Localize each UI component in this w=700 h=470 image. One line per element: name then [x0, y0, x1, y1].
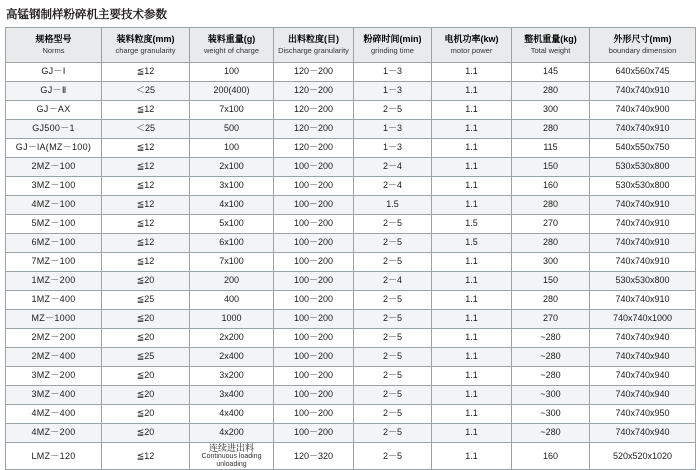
cell-value: 4x400 [190, 405, 274, 424]
column-header-norms: 规格型号 Norms [6, 28, 102, 63]
cell-model: 3MZ－100 [6, 177, 102, 196]
column-header-total-weight: 整机重量(kg) Total weight [512, 28, 590, 63]
cell-value: 1.1 [432, 82, 512, 101]
cell-value: 1000 [190, 310, 274, 329]
cell-value: 1.1 [432, 329, 512, 348]
column-header-boundary-dimension: 外形尺寸(mm) boundary dimension [590, 28, 696, 63]
table-row [6, 386, 696, 405]
cell-value: ≦20 [102, 272, 190, 291]
cell-value: 1.1 [432, 253, 512, 272]
cell-value: 520x520x1020 [590, 443, 696, 470]
table-row [6, 348, 696, 367]
cell-model: 1MZ－400 [6, 291, 102, 310]
cell-value: 300 [512, 101, 590, 120]
cell-model: 2MZ－200 [6, 329, 102, 348]
cell-value: 1－3 [354, 139, 432, 158]
cell-value: 280 [512, 120, 590, 139]
cell-value: 2－5 [354, 234, 432, 253]
cell-value: 1.1 [432, 63, 512, 82]
cell-model: 1MZ－200 [6, 272, 102, 291]
cell-value: 740x740x940 [590, 386, 696, 405]
table-row [6, 82, 696, 101]
cell-value: 740x740x910 [590, 234, 696, 253]
cell-value: ≦12 [102, 443, 190, 470]
cell-value: 1.5 [354, 196, 432, 215]
cell-model: 4MZ－100 [6, 196, 102, 215]
cell-value: 1－3 [354, 82, 432, 101]
cell-value: 1.1 [432, 272, 512, 291]
cell-model: GJ－Ⅰ [6, 63, 102, 82]
cell-value: 145 [512, 63, 590, 82]
cell-value: ≦20 [102, 386, 190, 405]
cell-value: 2－5 [354, 329, 432, 348]
cell-value: 100－200 [274, 348, 354, 367]
cell-value: 1－3 [354, 63, 432, 82]
cell-model: 3MZ－200 [6, 367, 102, 386]
cell-value: 4x100 [190, 196, 274, 215]
table-row [6, 367, 696, 386]
cell-value: 1.1 [432, 120, 512, 139]
cell-value: ≦20 [102, 405, 190, 424]
cell-value: 1.1 [432, 291, 512, 310]
cell-value: 100－200 [274, 272, 354, 291]
column-header-charge-granularity: 装料粒度(mm) charge granularity [102, 28, 190, 63]
cell-value: 280 [512, 291, 590, 310]
cell-value: 2－4 [354, 158, 432, 177]
table-row [6, 177, 696, 196]
cell-value: 270 [512, 310, 590, 329]
table-row [6, 101, 696, 120]
cell-value: 160 [512, 177, 590, 196]
cell-value: ~280 [512, 348, 590, 367]
cell-model: 7MZ－100 [6, 253, 102, 272]
cell-value: 1.1 [432, 101, 512, 120]
cell-value: 2－5 [354, 310, 432, 329]
cell-value: 200 [190, 272, 274, 291]
cell-value: 300 [512, 253, 590, 272]
cell-value: 2－5 [354, 291, 432, 310]
cell-value: 740x740x940 [590, 424, 696, 443]
cell-value: ~300 [512, 386, 590, 405]
cell-value: ≦20 [102, 367, 190, 386]
cell-value: 4x200 [190, 424, 274, 443]
page-title: 高锰钢制样粉碎机主要技术参数 [6, 9, 167, 21]
cell-value: 200(400) [190, 82, 274, 101]
cell-value: 7x100 [190, 101, 274, 120]
cell-value: 1－3 [354, 120, 432, 139]
cell-value: 530x530x800 [590, 272, 696, 291]
cell-value: 3x400 [190, 386, 274, 405]
cell-value: 100－200 [274, 367, 354, 386]
table-row [6, 139, 696, 158]
table-row [6, 329, 696, 348]
cell-value: 150 [512, 272, 590, 291]
cell-value: ≦20 [102, 329, 190, 348]
column-header-grinding-time: 粉碎时间(min) grinding time [354, 28, 432, 63]
cell-value: 2x100 [190, 158, 274, 177]
cell-value: 120－200 [274, 82, 354, 101]
cell-value: 740x740x910 [590, 82, 696, 101]
specifications-table [5, 27, 696, 470]
cell-value: 100－200 [274, 253, 354, 272]
cell-weight-line-2: Continuous loading [201, 453, 262, 461]
cell-value: ~280 [512, 424, 590, 443]
cell-weight-line-3: unloading [216, 461, 247, 469]
cell-value: 2－5 [354, 348, 432, 367]
cell-value: 280 [512, 234, 590, 253]
cell-value: 2－4 [354, 272, 432, 291]
cell-value: 120－200 [274, 101, 354, 120]
table-row [6, 63, 696, 82]
cell-value: 1.1 [432, 424, 512, 443]
cell-weight-line-1: 连续进出料 [208, 443, 254, 453]
cell-value: 2－5 [354, 253, 432, 272]
cell-value: 1.1 [432, 158, 512, 177]
cell-model: GJ500－1 [6, 120, 102, 139]
cell-value: ≦12 [102, 139, 190, 158]
cell-value: ~300 [512, 405, 590, 424]
cell-value: 5x100 [190, 215, 274, 234]
cell-value: 740x740x910 [590, 196, 696, 215]
cell-value: ≦12 [102, 158, 190, 177]
cell-model: GJ－AX [6, 101, 102, 120]
cell-value: 100－200 [274, 386, 354, 405]
cell-value: 1.1 [432, 139, 512, 158]
cell-value: ≦12 [102, 177, 190, 196]
cell-value: 3x200 [190, 367, 274, 386]
table-row [6, 291, 696, 310]
column-header-discharge-granularity: 出料粒度(目) Discharge granularity [274, 28, 354, 63]
cell-value: 150 [512, 158, 590, 177]
cell-value: 540x550x750 [590, 139, 696, 158]
cell-model: 2MZ－100 [6, 158, 102, 177]
table-row-continuous [6, 443, 696, 470]
cell-value: 2－5 [354, 443, 432, 470]
cell-value: ≦12 [102, 253, 190, 272]
cell-model: 3MZ－400 [6, 386, 102, 405]
cell-value: 100－200 [274, 215, 354, 234]
cell-value: 100－200 [274, 234, 354, 253]
cell-value: 280 [512, 82, 590, 101]
cell-value: 100－200 [274, 196, 354, 215]
cell-value: 1.5 [432, 234, 512, 253]
cell-value: ~280 [512, 367, 590, 386]
cell-value: ≦12 [102, 234, 190, 253]
cell-value: 2－5 [354, 367, 432, 386]
cell-value: ≦25 [102, 348, 190, 367]
cell-value: 2x400 [190, 348, 274, 367]
cell-value: 640x560x745 [590, 63, 696, 82]
cell-value: 115 [512, 139, 590, 158]
cell-value: 500 [190, 120, 274, 139]
cell-value: 2－5 [354, 424, 432, 443]
cell-value: 2x200 [190, 329, 274, 348]
cell-value: ≦12 [102, 101, 190, 120]
cell-value: ＜25 [102, 82, 190, 101]
cell-value: 120－320 [274, 443, 354, 470]
cell-value: 100－200 [274, 310, 354, 329]
cell-value: 1.1 [432, 310, 512, 329]
cell-value: 2－4 [354, 177, 432, 196]
cell-value: 100－200 [274, 158, 354, 177]
cell-model: LMZ－120 [6, 443, 102, 470]
cell-value: 740x740x910 [590, 291, 696, 310]
table-row [6, 405, 696, 424]
cell-value: 100－200 [274, 405, 354, 424]
table-row [6, 253, 696, 272]
cell-value: 1.1 [432, 348, 512, 367]
cell-model: MZ－1000 [6, 310, 102, 329]
cell-model: 2MZ－400 [6, 348, 102, 367]
cell-model: 4MZ－400 [6, 405, 102, 424]
cell-value: ＜25 [102, 120, 190, 139]
cell-value: 100－200 [274, 424, 354, 443]
cell-value: 2－5 [354, 101, 432, 120]
cell-value: 7x100 [190, 253, 274, 272]
cell-value: ≦12 [102, 196, 190, 215]
cell-model: GJ－Ⅱ [6, 82, 102, 101]
cell-value: 120－200 [274, 139, 354, 158]
cell-value: 100－200 [274, 329, 354, 348]
cell-value: 280 [512, 196, 590, 215]
cell-value: ≦12 [102, 63, 190, 82]
cell-value: 530x530x800 [590, 158, 696, 177]
cell-value: 2－5 [354, 405, 432, 424]
cell-value: 120－200 [274, 63, 354, 82]
table-row [6, 234, 696, 253]
cell-value: ≦25 [102, 291, 190, 310]
cell-model: 4MZ－200 [6, 424, 102, 443]
cell-model: 5MZ－100 [6, 215, 102, 234]
table-body [6, 63, 696, 470]
table-row [6, 215, 696, 234]
table-header-row [6, 28, 696, 63]
cell-value: 740x740x1000 [590, 310, 696, 329]
cell-value: 160 [512, 443, 590, 470]
cell-value: 1.1 [432, 367, 512, 386]
cell-weight-continuous [190, 443, 274, 470]
table-row [6, 272, 696, 291]
cell-value: 1.1 [432, 405, 512, 424]
cell-value: 120－200 [274, 120, 354, 139]
cell-value: 100 [190, 139, 274, 158]
cell-value: 100－200 [274, 177, 354, 196]
cell-value: 740x740x910 [590, 120, 696, 139]
cell-value: ≦20 [102, 424, 190, 443]
cell-value: 1.1 [432, 386, 512, 405]
cell-value: 400 [190, 291, 274, 310]
cell-value: 740x740x910 [590, 215, 696, 234]
table-row [6, 196, 696, 215]
cell-value: 740x740x950 [590, 405, 696, 424]
cell-value: 530x530x800 [590, 177, 696, 196]
cell-value: ≦20 [102, 310, 190, 329]
cell-value: 3x100 [190, 177, 274, 196]
cell-value: 100－200 [274, 291, 354, 310]
cell-value: 1.1 [432, 177, 512, 196]
cell-value: 270 [512, 215, 590, 234]
column-header-motor-power: 电机功率(kw) motor power [432, 28, 512, 63]
cell-value: 740x740x940 [590, 367, 696, 386]
cell-value: 740x740x940 [590, 329, 696, 348]
cell-model: GJ－lA(MZ－100) [6, 139, 102, 158]
cell-value: 100 [190, 63, 274, 82]
cell-value: 740x740x910 [590, 253, 696, 272]
cell-value: 6x100 [190, 234, 274, 253]
cell-value: 1.5 [432, 215, 512, 234]
table-row [6, 310, 696, 329]
table-row [6, 424, 696, 443]
cell-value: 2－5 [354, 215, 432, 234]
column-header-weight-of-charge: 装料重量(g) weight of charge [190, 28, 274, 63]
cell-value: ~280 [512, 329, 590, 348]
cell-value: 740x740x940 [590, 348, 696, 367]
cell-value: 2－5 [354, 386, 432, 405]
table-row [6, 158, 696, 177]
table-row [6, 120, 696, 139]
cell-value: 1.1 [432, 443, 512, 470]
cell-value: ≦12 [102, 215, 190, 234]
cell-value: 740x740x900 [590, 101, 696, 120]
cell-model: 6MZ－100 [6, 234, 102, 253]
cell-value: 1.1 [432, 196, 512, 215]
